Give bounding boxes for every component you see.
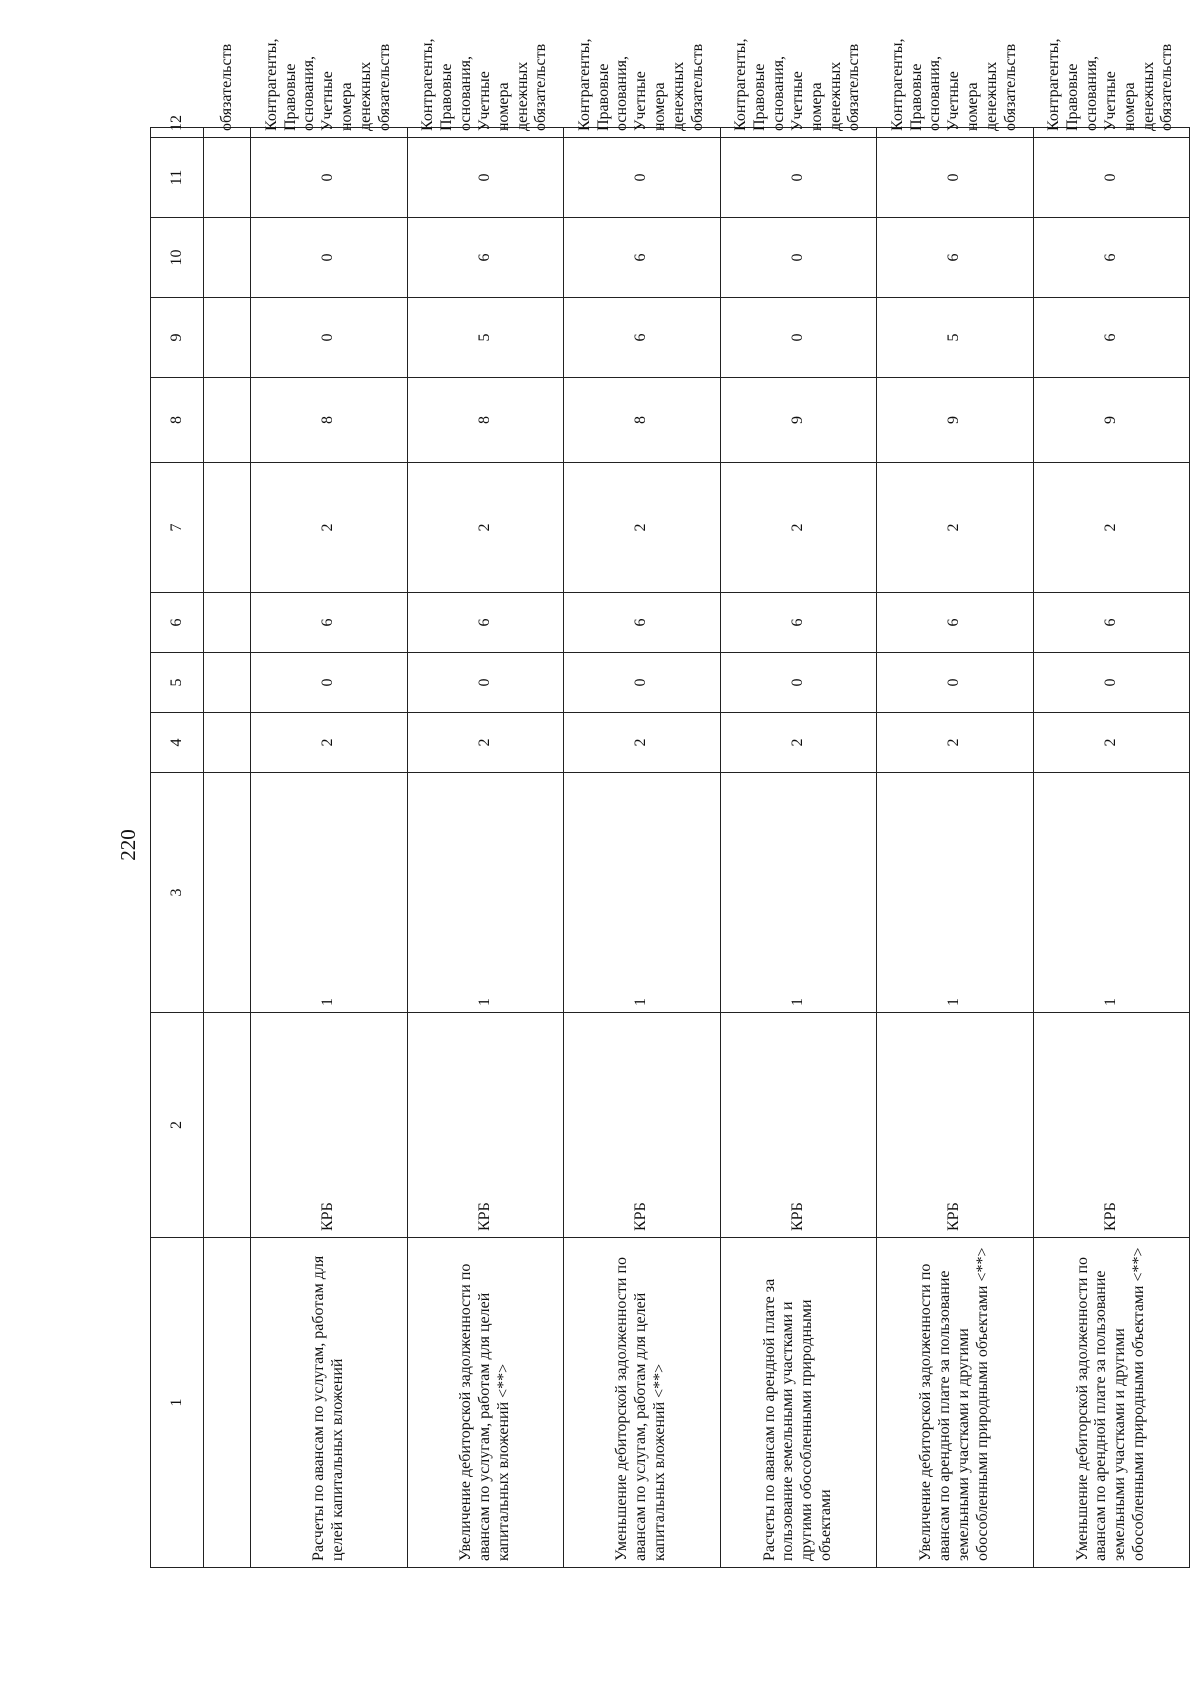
cell-col4: 2 [877,713,1034,773]
continuation-cell [204,298,251,378]
continuation-cell [204,138,251,218]
cell-col10: 0 [720,218,877,298]
cell-col8: 9 [1033,378,1190,463]
cell-col2: КРБ [407,1013,564,1238]
cell-col4: 2 [251,713,408,773]
cell-col12: Контрагенты, Правовые основания, Учетные номера денежных обязательств [407,128,564,138]
cell-col2: КРБ [720,1013,877,1238]
cell-col11: 0 [251,138,408,218]
cell-col2: КРБ [251,1013,408,1238]
cell-col10: 6 [564,218,721,298]
cell-col2: КРБ [564,1013,721,1238]
cell-col9: 0 [720,298,877,378]
cell-col3: 1 [407,773,564,1013]
cell-col3: 1 [564,773,721,1013]
cell-col6: 6 [720,593,877,653]
column-header-1: 1 [151,1238,204,1568]
header-row [151,128,204,1568]
continuation-cell [204,593,251,653]
cell-col3: 1 [251,773,408,1013]
continuation-cell [204,1013,251,1238]
cell-col5: 0 [720,653,877,713]
table-row [564,128,721,1568]
cell-col10: 6 [877,218,1034,298]
cell-col11: 0 [720,138,877,218]
cell-col11: 0 [877,138,1034,218]
cell-col3: 1 [1033,773,1190,1013]
column-header-7: 7 [151,463,204,593]
cell-col7: 2 [877,463,1034,593]
row-description: Расчеты по авансам по услугам, работам для целей капитальных вложений [251,1238,408,1568]
cell-col12: Контрагенты, Правовые основания, Учетные номера денежных обязательств [1033,128,1190,138]
table-row [877,128,1034,1568]
table-row [251,128,408,1568]
cell-col4: 2 [720,713,877,773]
column-header-4: 4 [151,713,204,773]
cell-col6: 6 [877,593,1034,653]
table-row [720,128,877,1568]
cell-col8: 8 [564,378,721,463]
cell-col7: 2 [251,463,408,593]
continuation-cell [204,378,251,463]
cell-col9: 5 [877,298,1034,378]
cell-col4: 2 [564,713,721,773]
cell-col11: 0 [564,138,721,218]
cell-col12: Контрагенты, Правовые основания, Учетные номера денежных обязательств [251,128,408,138]
cell-col2: КРБ [1033,1013,1190,1238]
row-description: Увеличение дебиторской задолженности по авансам по арендной плате за пользование земельными участками и другими обособленными природными объектами <**> [877,1238,1034,1568]
column-header-6: 6 [151,593,204,653]
cell-col8: 9 [877,378,1034,463]
table-row [1033,128,1190,1568]
cell-col7: 2 [564,463,721,593]
continuation-cell [204,713,251,773]
cell-col12: Контрагенты, Правовые основания, Учетные номера денежных обязательств [877,128,1034,138]
row-description: Увеличение дебиторской задолженности по авансам по услугам, работам для целей капитальных вложений <**> [407,1238,564,1568]
cell-col3: 1 [877,773,1034,1013]
cell-col10: 6 [1033,218,1190,298]
cell-col7: 2 [720,463,877,593]
cell-col9: 5 [407,298,564,378]
column-header-5: 5 [151,653,204,713]
column-header-11: 11 [151,138,204,218]
cell-col6: 6 [251,593,408,653]
table-wrapper [150,38,1190,1568]
cell-col11: 0 [1033,138,1190,218]
cell-col9: 6 [1033,298,1190,378]
column-header-10: 10 [151,218,204,298]
cell-col8: 9 [720,378,877,463]
accounts-table [150,38,1190,1568]
continuation-col12: обязательств [204,128,251,138]
column-header-12: 12 [151,128,204,138]
row-description: Уменьшение дебиторской задолженности по авансам по арендной плате за пользование земельными участками и другими обособленными природными объектами <**> [1033,1238,1190,1568]
cell-col11: 0 [407,138,564,218]
continuation-cell [204,773,251,1013]
row-description: Уменьшение дебиторской задолженности по авансам по услугам, работам для целей капитальных вложений <**> [564,1238,721,1568]
continuation-cell [204,463,251,593]
cell-col5: 0 [251,653,408,713]
cell-col4: 2 [407,713,564,773]
cell-col6: 6 [1033,593,1190,653]
column-header-8: 8 [151,378,204,463]
cell-col5: 0 [564,653,721,713]
cell-col12: Контрагенты, Правовые основания, Учетные номера денежных обязательств [564,128,721,138]
cell-col7: 2 [1033,463,1190,593]
continuation-cell [204,653,251,713]
column-header-2: 2 [151,1013,204,1238]
continuation-row [204,128,251,1568]
rotated-page [150,38,1190,1568]
cell-col10: 6 [407,218,564,298]
cell-col3: 1 [720,773,877,1013]
table-row [407,128,564,1568]
cell-col9: 0 [251,298,408,378]
cell-col8: 8 [251,378,408,463]
column-header-9: 9 [151,298,204,378]
column-header-3: 3 [151,773,204,1013]
cell-col4: 2 [1033,713,1190,773]
cell-col12: Контрагенты, Правовые основания, Учетные номера денежных обязательств [720,128,877,138]
cell-col5: 0 [407,653,564,713]
cell-col8: 8 [407,378,564,463]
cell-col2: КРБ [877,1013,1034,1238]
continuation-cell [204,1238,251,1568]
continuation-cell [204,218,251,298]
cell-col6: 6 [407,593,564,653]
cell-col5: 0 [877,653,1034,713]
row-description: Расчеты по авансам по арендной плате за пользование земельными участками и другими обособленными природными объектами [720,1238,877,1568]
cell-col6: 6 [564,593,721,653]
cell-col5: 0 [1033,653,1190,713]
cell-col9: 6 [564,298,721,378]
page-number: 220 [116,829,140,861]
cell-col7: 2 [407,463,564,593]
cell-col10: 0 [251,218,408,298]
